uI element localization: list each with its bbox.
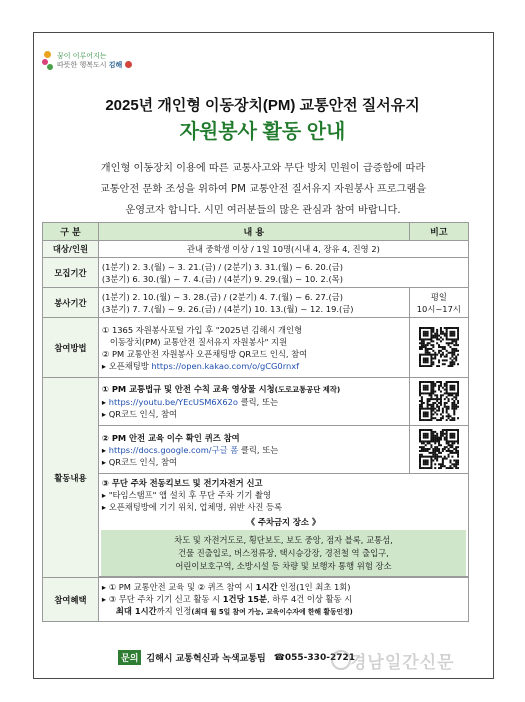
join-label: 참여방법 (43, 318, 99, 378)
recruit-line: (1분기) 2. 3.(월) ~ 3. 21.(금) / (2분기) 3. 31.(월) ~ 6. 20.(금) (101, 261, 343, 272)
intro-paragraph (40, 158, 486, 221)
page-title: 2025년 개인형 이동장치(PM) 교통안전 질서유지 (105, 97, 420, 114)
open-chat-qr-icon[interactable] (419, 327, 459, 367)
header-content: 내 용 (98, 223, 409, 241)
activity-2-qr-text: ▸ QR코드 인식, 참여 (101, 456, 178, 467)
video-qr-icon[interactable] (419, 381, 459, 421)
recruit-line: (3분기) 6. 30.(월) ~ 7. 4.(금) / (4분기) 9. 29.(월) ~ 10. 2.(목) (101, 273, 343, 284)
logo-slogan-1: 꿈이 이루어지는 (57, 52, 107, 60)
contact-footer (118, 650, 355, 665)
join-line: ② PM 교통안전 자원봉사 오픈채팅방 QR코드 인식, 참여 (101, 348, 308, 359)
contact-dept: 김해시 교통혁신과 녹색교통팀 (146, 654, 266, 664)
activity-3-line: ▸ "타임스탬프" 앱 설치 후 무단 주차 기기 촬영 (101, 490, 272, 500)
no-parking-line: 건물 진출입로, 버스정류장, 택시승강장, 경전철 역 출입구, (178, 548, 389, 558)
header-note: 비고 (409, 223, 468, 241)
logo-dot-icon (125, 61, 132, 68)
recruit-label: 모집기간 (43, 258, 99, 288)
no-parking-title: 《 주차금지 장소 》 (246, 517, 321, 527)
quiz-link[interactable]: https://docs.google.com/구글 폼 (108, 444, 239, 455)
open-chat-link[interactable]: https://open.kakao.com/o/gCG0rnxf (151, 360, 300, 371)
target-text: 관내 중학생 이상 / 1일 10명(시내 4, 장유 4, 진영 2) (98, 241, 468, 258)
logo-mark-icon (42, 51, 54, 71)
service-note-hours: 10시~17시 (416, 303, 461, 314)
activity-2-title: ② PM 안전 교육 이수 확인 퀴즈 참여 (101, 432, 240, 443)
activity-3-title: ③ 무단 주차 전동킥보드 및 전기자전거 신고 (101, 478, 263, 488)
activity-1-source: (도로교통공단 제작) (274, 385, 341, 394)
video-link[interactable]: https://youtu.be/YEcUSM6X62o (108, 397, 238, 407)
quiz-qr-icon[interactable] (419, 429, 459, 469)
info-table: 구 분 내 용 비고 대상/인원 관내 중학생 이상 / 1일 10명(시내 4, 장유 4, 진영 2) 모집기간 (1분기) 2. 3.(월) ~ 3. 21.(금) / (2분기) 3. 31.(월) ~ 6. 20.(금) (3분기) 6. 30.(월) ~ 7. 4.(금) / (4분기) 9. 29.(월) ~ 10. 2.(목) 봉사기간 (1분기) 2. 10.(월) ~ 3. 28.(금) / (2분기) 4. 7.(월) ~ 6. 27.(금) (3분기) 7. 7.(월) ~ 9. 26.(금) / (4분기) 10. 13.(월) ~ 12. 19.(금) 평일 10시~17시 참여방법 ① 1365 자원봉사포털 가입 후 "2025년 김해시 개인형 이동장치(PM) 교통안전 질서유지 자원봉사" 지원 ② PM 교통안전 자원봉사 오픈채팅방 QR코드 인식, 참여 ▸ 오픈채팅방 https://open.kakao.com/o/gCG0rnxf 활동내용 ① PM 교통법규 및 안전 수칙 교육 영상물 시청(도로교통공단 제작) ▸ https://youtu.be/YEcUSM6X62o 클릭, 또는 ▸ QR코드 인식, 참여 ② PM 안전 교육 이수 확인 퀴즈 참여 ▸ https://docs.google.com/구글 폼 클릭, 또는 ▸ QR코드 인식, 참여 ③ 무단 주차 전동킥보드 및 전기자전거 신고 ▸ "타임스탬프" 앱 설치 후 무단 주차 기기 촬영 ▸ 오픈채팅방에 기기 위치, 업체명, 위반 사진 등록 《 주차금지 장소 》 차도 및 자전거도로, 횡단보도, 보도 중앙, 점자 블록, 교통섬, 건물 진출입로, 버스정류장, 택시승강장, 경전철 역 출입구, 어린이보호구역, 소방시설 등 차량 및 보행자 통행 위험 장소 참여혜택 ▸ ① PM 교통안전 교육 및 ② 퀴즈 참여 시 1시간 인정(1인 최초 1회) ▸ ③ 무단 주차 기기 신고 활동 시 1건당 15분, 하루 4건 이상 활동 시 최대 1시간까지 인정(최대 월 5일 참여 가능, 교육이수자에 한해 활동인정) (42, 222, 469, 622)
benefit-condition: (최대 월 5일 참여 가능, 교육이수자에 한해 활동인정) (191, 608, 353, 616)
intro-line: 개인형 이동장치 이용에 따른 교통사고와 무단 방치 민원이 급증함에 따라 (100, 163, 426, 174)
watermark-ring-icon (331, 650, 351, 670)
intro-line: 교통안전 문화 조성을 위하여 PM 교통안전 질서유지 자원봉사 프로그램을 (99, 184, 427, 195)
join-line: 이동장치(PM) 교통안전 질서유지 자원봉사" 지원 (101, 336, 288, 347)
benefit-hours: 1시간 (255, 582, 278, 592)
target-label: 대상/인원 (43, 241, 99, 258)
benefit-max: 최대 1시간 (115, 606, 157, 616)
service-line: (1분기) 2. 10.(월) ~ 3. 28.(금) / (2분기) 4. 7.(월) ~ 6. 27.(금) (101, 291, 343, 302)
city-logo (42, 48, 132, 74)
no-parking-line: 어린이보호구역, 소방시설 등 차량 및 보행자 통행 위험 장소 (175, 561, 392, 571)
activity-1-qr-text: ▸ QR코드 인식, 참여 (101, 409, 178, 419)
service-line: (3분기) 7. 7.(월) ~ 9. 26.(금) / (4분기) 10. 13.(월) ~ 12. 19.(금) (101, 303, 354, 314)
join-line: ① 1365 자원봉사포털 가입 후 "2025년 김해시 개인형 (101, 324, 303, 335)
activity-label: 활동내용 (43, 378, 99, 578)
contact-phone: ☎055-330-2721 (273, 652, 355, 663)
logo-city: 김해 (108, 61, 123, 69)
benefit-per-report: 1건당 15분 (222, 594, 268, 604)
intro-line: 운영코자 합니다. 시민 여러분들의 많은 관심과 참여 바랍니다. (125, 205, 401, 216)
activity-3-line: ▸ 오픈채팅방에 기기 위치, 업체명, 위반 사진 등록 (101, 502, 283, 512)
service-label: 봉사기간 (43, 288, 99, 318)
no-parking-line: 차도 및 자전거도로, 횡단보도, 보도 중앙, 점자 블록, 교통섬, (174, 535, 393, 545)
logo-slogan-2: 따뜻한 행복도시 (57, 61, 107, 69)
service-note-days: 평일 (430, 291, 447, 302)
activity-1-title: ① PM 교통법규 및 안전 수칙 교육 영상물 시청 (101, 384, 275, 394)
no-parking-box (101, 530, 466, 577)
watermark: 경남일간신문 (350, 653, 455, 672)
page-subtitle: 자원봉사 활동 안내 (179, 121, 346, 143)
benefit-label: 참여혜택 (43, 578, 99, 622)
inquiry-tag: 문의 (118, 650, 141, 665)
header-category: 구 분 (43, 223, 99, 241)
